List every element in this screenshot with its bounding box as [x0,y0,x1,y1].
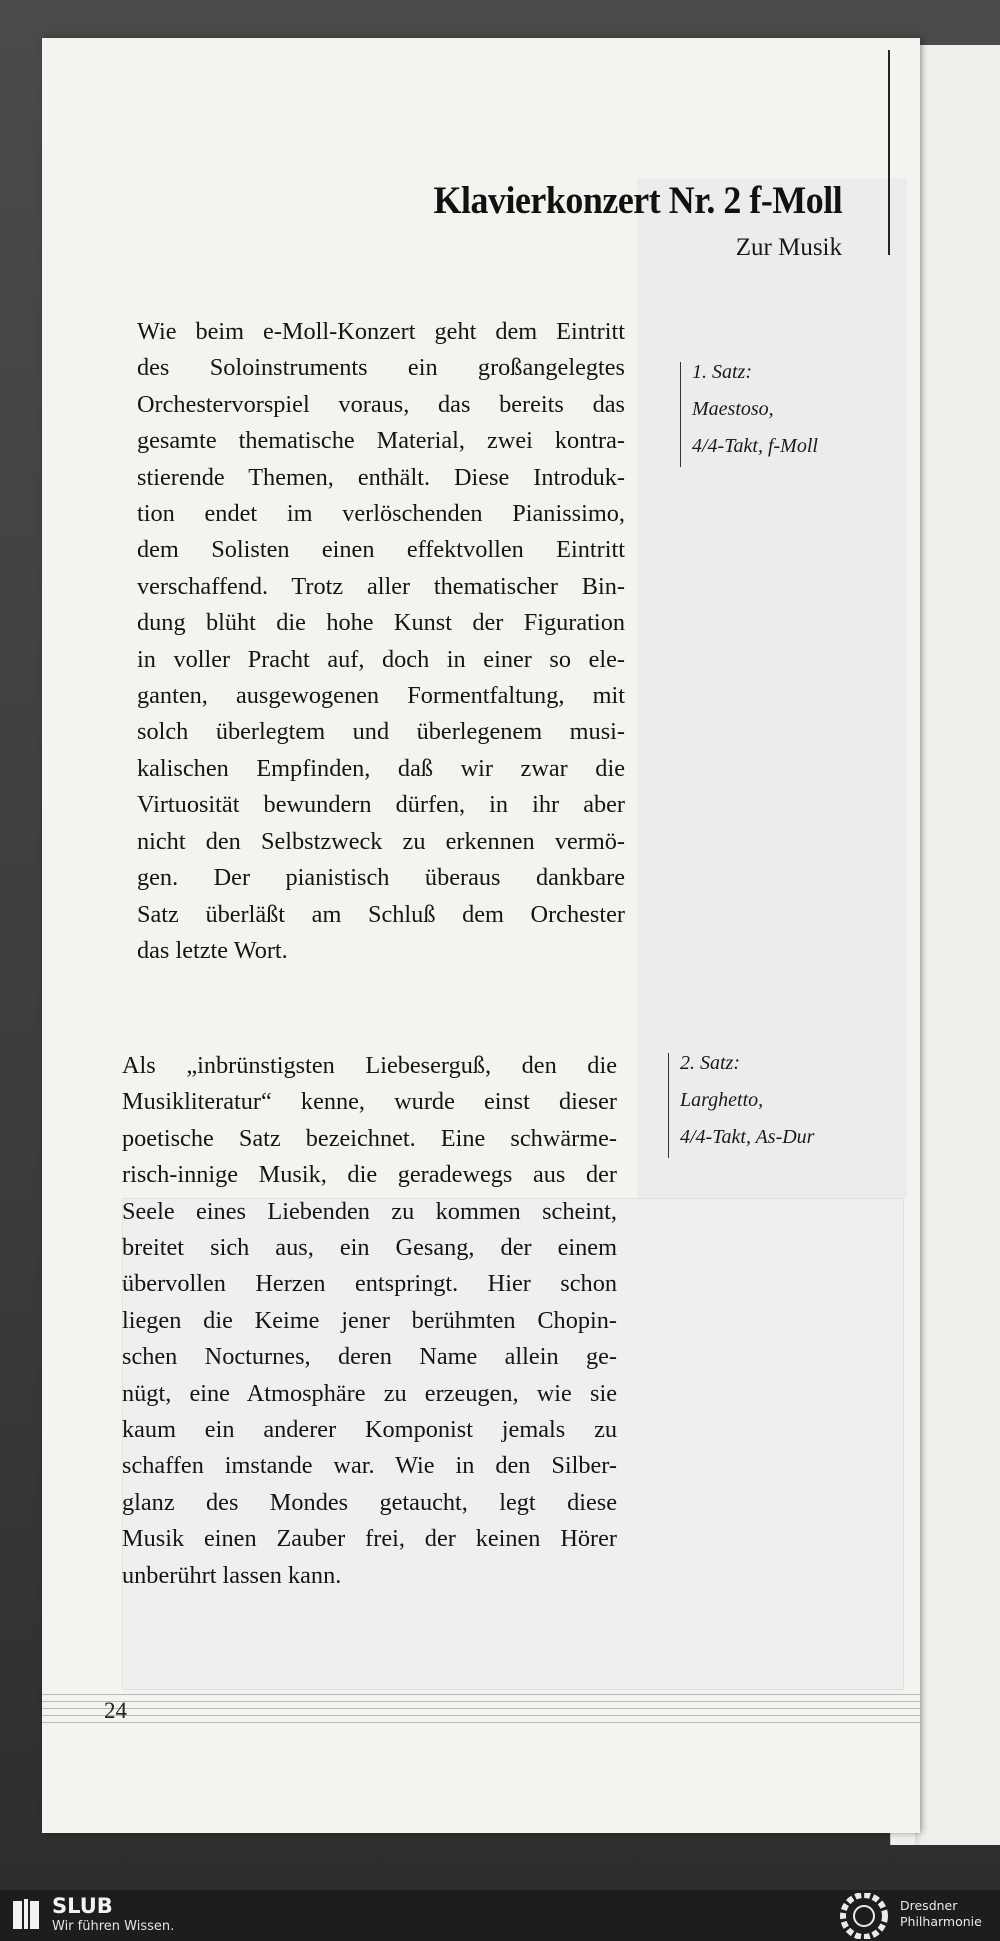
text-line: unberührt lassen kann. [122,1561,342,1589]
text-line: tion endet im verlöschenden Pianissimo, [137,500,625,528]
page-number: 24 [104,1698,127,1723]
text-line: poetische Satz bezeichnet. Eine schwärme- [122,1124,617,1152]
document-page [42,38,920,1833]
movement-note-1 [680,354,818,465]
paragraph-second-movement [122,1048,617,1594]
text-line: ganten, ausgewogenen Formentfaltung, mit [137,682,625,710]
note-rule [668,1053,669,1158]
text-line: nügt, eine Atmosphäre zu erzeugen, wie sie [122,1379,617,1407]
text-line: Orchestervorspiel voraus, das bereits das [137,390,625,418]
movement-note-2 [668,1045,814,1156]
movement-key: 4/4-Takt, f-Moll [692,435,818,457]
paragraph-first-movement [137,314,625,969]
text-line: stierende Themen, enthält. Diese Introduk- [137,463,625,491]
text-line: Satz überläßt am Schluß dem Orchester [137,900,625,928]
text-line: Wie beim e-Moll-Konzert geht dem Eintritt [137,318,625,345]
section-subtitle: Zur Musik [735,234,842,261]
text-line: kaum ein anderer Komponist jemals zu [122,1416,617,1444]
text-line: das letzte Wort. [137,936,288,964]
text-line: gesamte thematische Material, zwei kontra- [137,427,625,455]
partner-line-2: Philharmonie [900,1914,982,1929]
text-line: Als „inbrünstigsten Liebeserguß, den die [122,1052,617,1079]
movement-tempo: Maestoso, [692,398,774,420]
text-line: Seele eines Liebenden zu kommen scheint, [122,1197,617,1225]
library-name: SLUB [52,1894,113,1918]
text-line: nicht den Selbstzweck zu erkennen vermö- [137,827,625,855]
movement-tempo: Larghetto, [680,1089,764,1111]
text-line: breitet sich aus, ein Gesang, der einem [122,1234,617,1262]
text-line: solch überlegtem und überlegenem musi- [137,718,625,746]
philharmonie-logo-icon [840,1893,888,1939]
movement-number: 1. Satz: [692,361,752,383]
movement-number: 2. Satz: [680,1052,740,1074]
text-line: schen Nocturnes, deren Name allein ge- [122,1343,617,1371]
text-line: Musikliteratur“ kenne, wurde einst dieser [122,1088,617,1116]
text-line: des Soloinstruments ein großangelegtes [137,354,625,382]
text-line: in voller Pracht auf, doch in einer so ele- [137,645,625,673]
text-line: gen. Der pianistisch überaus dankbare [137,864,625,892]
page-title: Klavierkonzert Nr. 2 f-Moll [433,179,842,222]
text-line: risch-innige Musik, die geradewegs aus der [122,1161,617,1189]
text-line: Virtuosität bewundern dürfen, in ihr aber [137,791,625,819]
movement-key: 4/4-Takt, As-Dur [680,1126,815,1148]
library-tagline: Wir führen Wissen. [52,1919,175,1934]
footer-bar [0,1890,1000,1941]
text-line: dem Solisten einen effektvollen Eintritt [137,536,625,564]
text-line: verschaffend. Trotz aller thematischer Bin- [137,572,625,600]
text-line: Musik einen Zauber frei, der keinen Hörer [122,1525,617,1553]
text-line: übervollen Herzen entspringt. Hier schon [122,1270,617,1298]
partner-line-1: Dresdner [900,1898,958,1913]
text-line: glanz des Mondes getaucht, legt diese [122,1488,617,1516]
header-rule [888,50,890,255]
text-line: schaffen imstande war. Wie in den Silber- [122,1452,617,1480]
text-line: dung blüht die hohe Kunst der Figuration [137,609,625,637]
partner-name [900,1898,982,1930]
music-staff-decoration [42,1694,920,1739]
text-line: liegen die Keime jener berühmten Chopin- [122,1306,617,1334]
book-icon [12,1898,40,1932]
note-rule [680,362,681,467]
text-line: kalischen Empfinden, daß wir zwar die [137,754,625,782]
